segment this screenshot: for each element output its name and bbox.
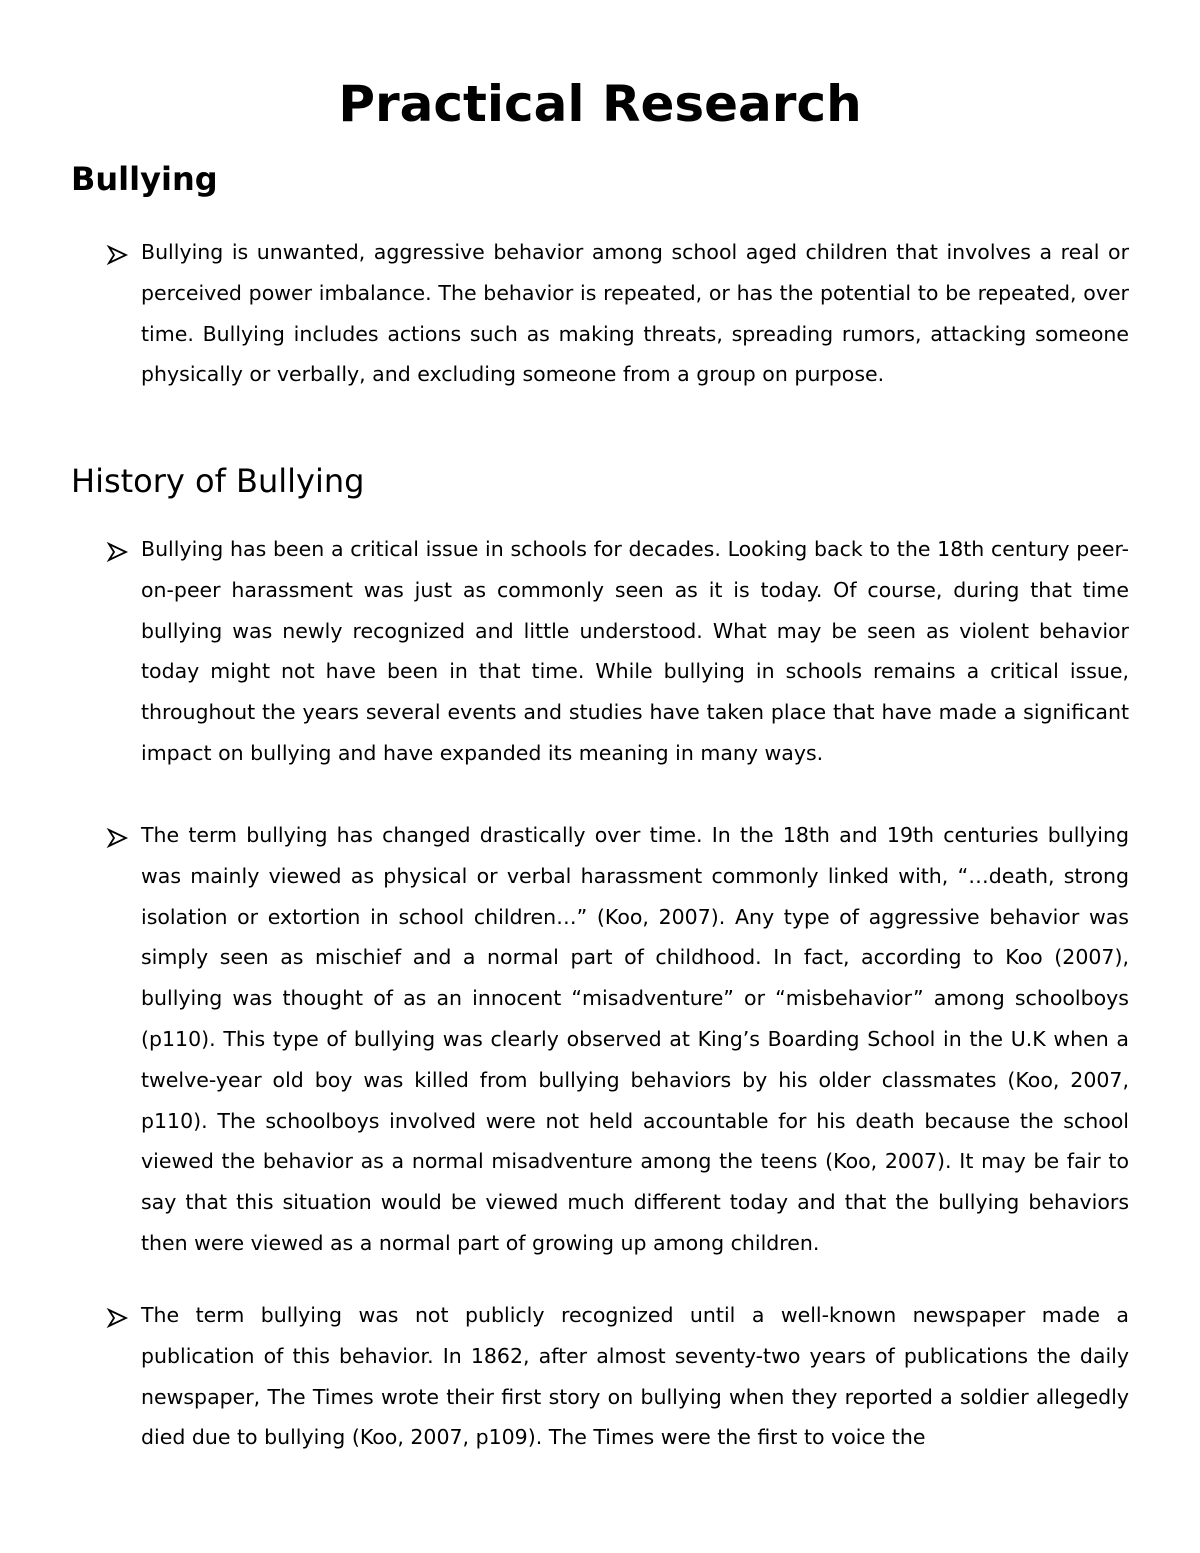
page-title: Practical Research [338,75,862,133]
section-heading-bullying: Bullying [71,160,218,198]
paragraph-history-3: The term bullying was not publicly recognized until a well-known newspaper made a publication of this behavior. In 1862, after almost seventy-two years of publications the daily newspaper, The Times wrote their first story on bullying when they reported a soldier allegedly died due to bullying (Koo, 2007, p109). The Times were the first to voice the [141,1303,1129,1450]
arrowhead-bullet-icon [106,540,130,564]
arrowhead-bullet-icon [106,1306,130,1330]
paragraph-history-2: The term bullying has changed drastically over time. In the 18th and 19th centuries bullying was mainly viewed as physical or verbal harassment commonly linked with, “…death, strong isolation or extortion in school children…” (Koo, 2007). Any type of aggressive behavior was simply seen as mischief and a normal part of childhood. In fact, according to Koo (2007), bullying was thought of as an innocent “misadventure” or “misbehavior” among schoolboys (p110). This type of bullying was clearly observed at King’s Boarding School in the U.K when a twelve-year old boy was killed from bullying behaviors by his older classmates (Koo, 2007, p110). The schoolboys involved were not held accountable for his death because the school viewed the behavior as a normal misadventure among the teens (Koo, 2007). It may be fair to say that this situation would be viewed much different today and that the bullying behaviors then were viewed as a normal part of growing up among children. [141,823,1129,1255]
arrowhead-bullet-icon [106,826,130,850]
section-heading-history: History of Bullying [71,462,365,500]
arrowhead-bullet-icon [106,243,130,267]
paragraph-history-1: Bullying has been a critical issue in schools for decades. Looking back to the 18th century peer-on-peer harassment was just as commonly seen as it is today. Of course, during that time bullying was newly recognized and little understood. What may be seen as violent behavior today might not have been in that time. While bullying in schools remains a critical issue, throughout the years several events and studies have taken place that have made a significant impact on bullying and have expanded its meaning in many ways. [141,537,1129,765]
paragraph-bullying-definition: Bullying is unwanted, aggressive behavior among school aged children that involves a real or perceived power imbalance. The behavior is repeated, or has the potential to be repeated, over time. Bullying includes actions such as making threats, spreading rumors, attacking someone physically or verbally, and excluding someone from a group on purpose. [141,240,1129,387]
